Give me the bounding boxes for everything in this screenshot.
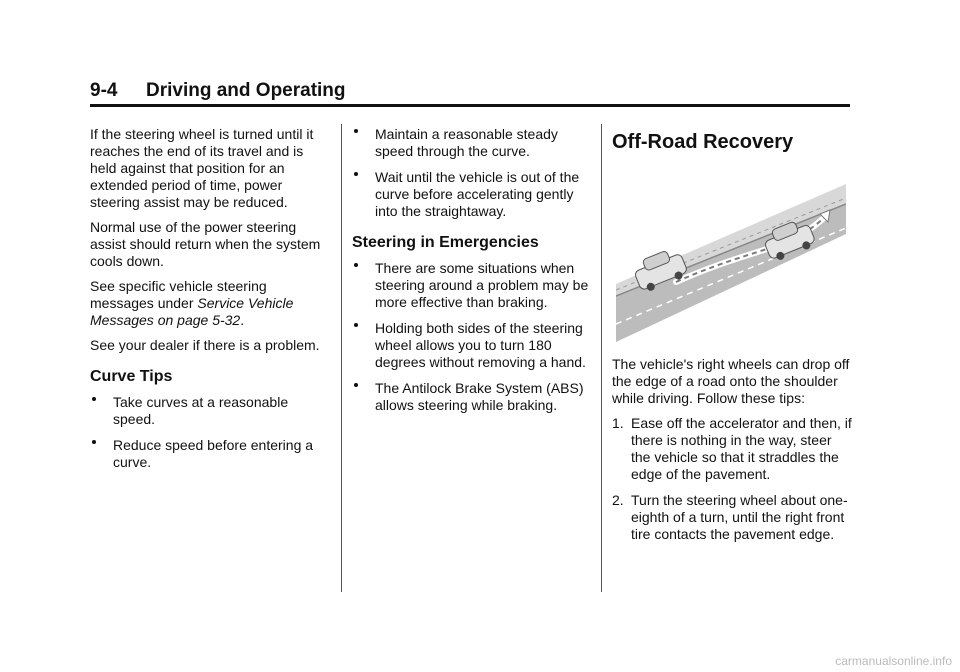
list-item <box>612 492 852 543</box>
column-right <box>612 124 852 552</box>
step-number: 1. <box>612 415 624 431</box>
curve-tips-list-continued <box>352 126 590 220</box>
list-item: There are some situations when steering around a problem may be more effective than braking. <box>352 260 590 311</box>
normal-use-paragraph: Normal use of the power steering assist should return when the system cools down. <box>90 219 321 269</box>
off-road-recovery-illustration <box>616 164 846 342</box>
step-text: Turn the steering wheel about one-eighth of a turn, until the right front tire contacts the pavement edge. <box>631 492 848 542</box>
watermark: carmanualsonline.info <box>835 654 952 668</box>
column-left <box>90 126 330 480</box>
page-number: 9-4 <box>90 80 118 101</box>
off-road-steps-list <box>612 415 852 543</box>
off-road-recovery-heading: Off-Road Recovery <box>612 131 794 153</box>
list-item: Holding both sides of the steering wheel allows you to turn 180 degrees without removing a hand. <box>352 320 590 371</box>
curve-tips-list <box>90 394 330 471</box>
off-road-intro-paragraph: The vehicle's right wheels can drop off the edge of a road onto the shoulder while driving. Follow these tips: <box>612 356 850 406</box>
steering-emergencies-list <box>352 260 590 414</box>
list-item: The Antilock Brake System (ABS) allows steering while braking. <box>352 380 590 414</box>
column-middle <box>352 126 590 423</box>
power-steering-paragraph: If the steering wheel is turned until it reaches the end of its travel and is held against that position for an extended period of time, power steering assist may be reduced. <box>90 126 314 210</box>
see-messages-paragraph <box>90 278 330 329</box>
section-title: Driving and Operating <box>146 80 346 101</box>
list-item: Take curves at a reasonable speed. <box>90 394 330 428</box>
see-messages-suffix: . <box>240 312 245 328</box>
curve-tips-heading: Curve Tips <box>90 368 173 385</box>
list-item: Reduce speed before entering a curve. <box>90 437 330 471</box>
column-divider-right <box>601 124 602 592</box>
list-item: Maintain a reasonable steady speed through the curve. <box>352 126 590 160</box>
see-messages-prefix: See specific vehicle steering messages under <box>90 278 267 311</box>
steering-emergencies-heading: Steering in Emergencies <box>352 234 539 251</box>
step-number: 2. <box>612 492 624 508</box>
header-rule <box>90 104 850 107</box>
see-dealer-paragraph: See your dealer if there is a problem. <box>90 337 320 353</box>
list-item <box>612 415 852 483</box>
list-item: Wait until the vehicle is out of the curve before accelerating gently into the straightaway. <box>352 169 590 220</box>
service-messages-reference[interactable]: Service Vehicle Messages on page 5-32 <box>90 295 294 328</box>
column-divider-left <box>341 124 342 592</box>
page-header <box>90 80 850 102</box>
step-text: Ease off the accelerator and then, if there is nothing in the way, steer the vehicle so that it straddles the edge of the pavement. <box>631 415 852 482</box>
